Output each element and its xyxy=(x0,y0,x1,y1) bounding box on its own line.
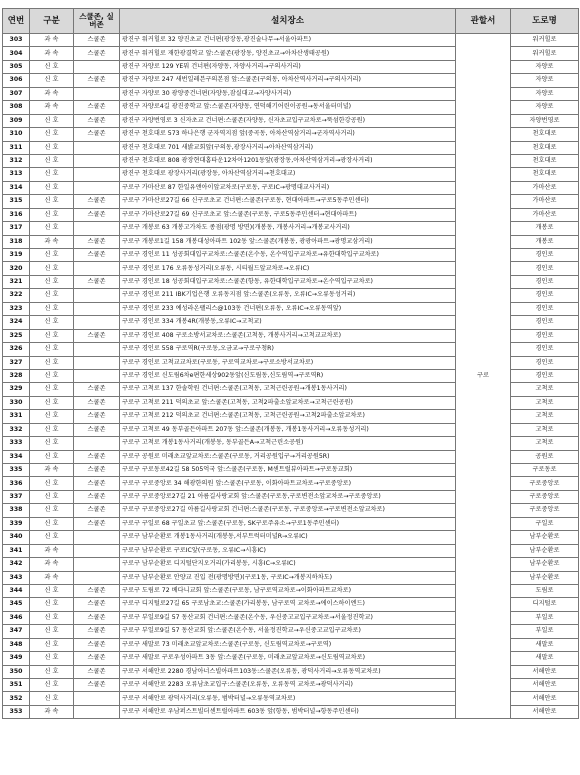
cell-type: 신 호 xyxy=(30,652,74,665)
cell-number: 341 xyxy=(3,544,30,557)
cell-type: 신 호 xyxy=(30,450,74,463)
cell-zone: 스쿨존 xyxy=(74,235,120,248)
cell-zone: 스쿨존 xyxy=(74,128,120,141)
cell-type: 과 속 xyxy=(30,47,74,60)
cell-number: 313 xyxy=(3,168,30,181)
cell-type: 신 호 xyxy=(30,638,74,651)
cell-number: 326 xyxy=(3,343,30,356)
cell-road-name: 워커힐로 xyxy=(511,47,579,60)
cell-zone: 스쿨존 xyxy=(74,517,120,530)
cell-number: 318 xyxy=(3,235,30,248)
cell-location: 광진구 천호대로 573 하나은행 군자역지점 앞(중곡동, 아차산역삼거리→군자역사거리) xyxy=(120,128,456,141)
cell-number: 312 xyxy=(3,154,30,167)
cell-zone xyxy=(74,262,120,275)
cell-zone xyxy=(74,544,120,557)
cell-zone: 스쿨존 xyxy=(74,584,120,597)
cell-type: 신 호 xyxy=(30,154,74,167)
cell-number: 330 xyxy=(3,396,30,409)
cell-road-name: 천호대로 xyxy=(511,128,579,141)
cell-location: 구로구 새말로 73 미래초교앞교차로:스쿨존(구로동, 신도림역교차로→구로역) xyxy=(120,638,456,651)
cell-location: 구로구 구로동로42길 58 505억국 앞:스쿨존(구로동, M센트럴뷰아파트→구로동교회) xyxy=(120,464,456,477)
header-type: 구분 xyxy=(30,9,74,34)
cell-location: 구로구 경인로 고척교교차로(구로동, 구로역교차로→구로소방서교차로) xyxy=(120,356,456,369)
cell-type: 신 호 xyxy=(30,531,74,544)
cell-type: 과 속 xyxy=(30,235,74,248)
cell-number: 347 xyxy=(3,625,30,638)
cell-number: 345 xyxy=(3,598,30,611)
cell-location: 광진구 자양로 247 새번일레븐구의본점 앞:스쿨존(구의동, 아차산역사거리→구의사거리) xyxy=(120,74,456,87)
cell-road-name: 남부순환로 xyxy=(511,558,579,571)
cell-location: 구로구 구로중앙로 34 해광한의원 앞:스쿨존(구로동, 이화아파트교차로→구로중앙로) xyxy=(120,477,456,490)
cell-road-name: 자양로 xyxy=(511,60,579,73)
cell-number: 325 xyxy=(3,329,30,342)
cell-type: 과 속 xyxy=(30,558,74,571)
cell-number: 316 xyxy=(3,208,30,221)
cell-road-name: 가마산로 xyxy=(511,195,579,208)
cell-number: 315 xyxy=(3,195,30,208)
cell-road-name: 경인로 xyxy=(511,249,579,262)
cell-location: 구로구 개봉로 63 개봉고가차도 종점(광명 방면)(개봉동, 개봉사거리→개봉교사거리) xyxy=(120,222,456,235)
cell-zone xyxy=(74,168,120,181)
cell-type: 신 호 xyxy=(30,60,74,73)
cell-location: 구로구 도림로 72 베다니교회 앞:스쿨존(구로동, 남구로역교차로→이화아파트교차로) xyxy=(120,584,456,597)
cell-number: 334 xyxy=(3,450,30,463)
cell-road-name: 경인로 xyxy=(511,316,579,329)
cell-number: 323 xyxy=(3,302,30,315)
cell-type: 과 속 xyxy=(30,101,74,114)
cell-road-name: 구로중앙로 xyxy=(511,477,579,490)
cell-road-name: 고척로 xyxy=(511,423,579,436)
table-row xyxy=(3,34,579,47)
cell-number: 349 xyxy=(3,652,30,665)
cell-number: 331 xyxy=(3,410,30,423)
cell-zone: 스쿨존 xyxy=(74,74,120,87)
cell-zone: 스쿨존 xyxy=(74,423,120,436)
cell-road-name: 자양로 xyxy=(511,74,579,87)
cell-road-name: 구로동로 xyxy=(511,464,579,477)
cell-number: 332 xyxy=(3,423,30,436)
cell-number: 328 xyxy=(3,369,30,382)
cell-zone: 스쿨존 xyxy=(74,208,120,221)
cell-type: 신 호 xyxy=(30,289,74,302)
cell-type: 신 호 xyxy=(30,692,74,705)
cell-road-name: 부일로 xyxy=(511,611,579,624)
cell-type: 신 호 xyxy=(30,598,74,611)
header-authority: 관할서 xyxy=(456,9,511,34)
cell-road-name: 개봉로 xyxy=(511,222,579,235)
cell-number: 348 xyxy=(3,638,30,651)
cell-location: 광진구 워커힐로 32 양진초교 건너편(광장동,광진술나무→서울아파트) xyxy=(120,34,456,47)
cell-location: 구로구 고척로 211 덕의초교 앞:스쿨존(고척동, 고척2파출소앞교차로→고척근린공원) xyxy=(120,396,456,409)
cell-type: 신 호 xyxy=(30,356,74,369)
cell-road-name: 공원로 xyxy=(511,450,579,463)
cell-type: 신 호 xyxy=(30,423,74,436)
header-location: 설치장소 xyxy=(120,9,456,34)
cell-zone: 스쿨존 xyxy=(74,383,120,396)
cell-number: 343 xyxy=(3,571,30,584)
cell-number: 339 xyxy=(3,517,30,530)
cell-type: 신 호 xyxy=(30,396,74,409)
cell-number: 322 xyxy=(3,289,30,302)
cell-type: 신 호 xyxy=(30,302,74,315)
cell-zone: 스쿨존 xyxy=(74,249,120,262)
cell-zone xyxy=(74,87,120,100)
cell-zone xyxy=(74,141,120,154)
cell-zone: 스쿨존 xyxy=(74,114,120,127)
cell-location: 구로구 구일로 68 구일초교 앞:스쿨존(구로동, SK구로주유소→구로1동주민센터) xyxy=(120,517,456,530)
cell-type: 과 속 xyxy=(30,34,74,47)
cell-type: 신 호 xyxy=(30,195,74,208)
cell-zone: 스쿨존 xyxy=(74,504,120,517)
cell-location: 구로구 경인로 233 예성라온팰리스@103동 건너편(오류동, 오류IC→오류동역앞) xyxy=(120,302,456,315)
cell-zone xyxy=(74,705,120,718)
cell-road-name: 개봉로 xyxy=(511,235,579,248)
cell-location: 구로구 고척로 개봉1동사거리(개봉동, 동부골든A→고척근린소공원) xyxy=(120,437,456,450)
cell-road-name: 경인로 xyxy=(511,275,579,288)
cell-number: 319 xyxy=(3,249,30,262)
cell-road-name: 자양로 xyxy=(511,101,579,114)
cell-type: 신 호 xyxy=(30,329,74,342)
cell-location: 구로구 고척로 49 동부골든아파트 207동 앞:스쿨존(개봉동, 개봉1동사거리→오류동성거리) xyxy=(120,423,456,436)
cell-location: 광진구 천호대로 808 광장현대홈타운12차아1201동앞(광장동,아차산역삼거리→광장사거리) xyxy=(120,154,456,167)
cell-number: 310 xyxy=(3,128,30,141)
cell-number: 346 xyxy=(3,611,30,624)
cell-type: 신 호 xyxy=(30,208,74,221)
cell-type: 신 호 xyxy=(30,410,74,423)
cell-location: 광진구 워커힐로 재한광결학교 앞:스쿨존(광장동, 양진초교→아차산생태공원) xyxy=(120,47,456,60)
header-zone: 스쿨존, 실버존 xyxy=(74,9,120,34)
cell-number: 306 xyxy=(3,74,30,87)
cell-number: 342 xyxy=(3,558,30,571)
cell-road-name: 서해안로 xyxy=(511,692,579,705)
cell-road-name: 경인로 xyxy=(511,343,579,356)
cell-location: 구로구 가마산로27길 66 신구로초교 건너편:스쿨존(구로동, 현대아파트→구로5동주민센터) xyxy=(120,195,456,208)
cell-location: 구로구 남부순환로 개봉1동사거리(개봉동,서부트럭터미널R→오류IC) xyxy=(120,531,456,544)
cell-location: 광진구 자양로 30 광양중건너편(자양동,잠실대교→자양사거리) xyxy=(120,87,456,100)
cell-number: 352 xyxy=(3,692,30,705)
cell-zone xyxy=(74,369,120,382)
cell-number: 336 xyxy=(3,477,30,490)
cell-zone xyxy=(74,437,120,450)
cell-location: 구로구 개봉로1길 158 개봉대성아파트 102동 앞:스쿨존(개봉동, 광광아파트→광명교삼거리) xyxy=(120,235,456,248)
cell-zone: 스쿨존 xyxy=(74,464,120,477)
cell-road-name: 경인로 xyxy=(511,329,579,342)
cell-road-name: 자양번영로 xyxy=(511,114,579,127)
cell-zone xyxy=(74,316,120,329)
header-number: 연번 xyxy=(3,9,30,34)
cell-type: 신 호 xyxy=(30,584,74,597)
cell-zone: 스쿨존 xyxy=(74,477,120,490)
cell-location: 구로구 남부순환로 안양교 진입 전(광명방면)(구로1동, 구로IC→개봉지하차도) xyxy=(120,571,456,584)
cell-location: 구로구 경인로 18 성공회대입구교차로:스쿨존(항동, 유한대학입구교차로→온수역입구교차로) xyxy=(120,275,456,288)
cell-road-name: 서해안로 xyxy=(511,665,579,678)
cell-zone: 스쿨존 xyxy=(74,47,120,60)
cell-zone: 스쿨존 xyxy=(74,195,120,208)
cell-type: 신 호 xyxy=(30,114,74,127)
cell-type: 신 호 xyxy=(30,437,74,450)
cell-type: 신 호 xyxy=(30,504,74,517)
cell-location: 구로구 구로중앙로27길 21 아름길사랑교회 앞:스쿨존(구로동,구로변전소앞교차로→구로중앙로) xyxy=(120,490,456,503)
cell-type: 신 호 xyxy=(30,181,74,194)
cell-type: 신 호 xyxy=(30,141,74,154)
cell-number: 321 xyxy=(3,275,30,288)
cell-road-name: 서해안로 xyxy=(511,705,579,718)
cell-road-name: 도림로 xyxy=(511,584,579,597)
cell-location: 구로구 새말로 구로우성아파트 3동 앞:스쿨존(구로동, 미래초교앞교차로→신도림역교차로) xyxy=(120,652,456,665)
cell-zone: 스쿨존 xyxy=(74,638,120,651)
cell-type: 신 호 xyxy=(30,249,74,262)
cell-road-name: 경인로 xyxy=(511,262,579,275)
cell-zone: 스쿨존 xyxy=(74,329,120,342)
cell-type: 신 호 xyxy=(30,625,74,638)
cell-number: 317 xyxy=(3,222,30,235)
cell-zone: 스쿨존 xyxy=(74,598,120,611)
cell-road-name: 새말로 xyxy=(511,638,579,651)
cell-road-name: 남부순환로 xyxy=(511,531,579,544)
cell-number: 314 xyxy=(3,181,30,194)
cell-location: 구로구 서해안로 우남퍼스트빌더센트럴아파트 603동 앞(항동, 범박터널→항동주민센터) xyxy=(120,705,456,718)
cell-location: 구로구 가마산로 87 한일유앤아이앞교차로(구로동, 구로IC→광명대교사거리) xyxy=(120,181,456,194)
cell-zone xyxy=(74,692,120,705)
cell-location: 구로구 경인로 558 구로역R(구로동,오금교→구로구청R) xyxy=(120,343,456,356)
cell-zone: 스쿨존 xyxy=(74,410,120,423)
cell-location: 구로구 경인로 176 오류동성거리(오류동, 시티월드앞교차로→오류IC) xyxy=(120,262,456,275)
cell-road-name: 경인로 xyxy=(511,289,579,302)
cell-number: 340 xyxy=(3,531,30,544)
cell-number: 338 xyxy=(3,504,30,517)
cell-road-name: 경인로 xyxy=(511,302,579,315)
cell-road-name: 천호대로 xyxy=(511,154,579,167)
cell-zone xyxy=(74,154,120,167)
cell-road-name: 남부순환로 xyxy=(511,544,579,557)
cell-zone xyxy=(74,343,120,356)
table-body xyxy=(3,34,579,719)
cell-number: 329 xyxy=(3,383,30,396)
cell-location: 구로구 경인로 408 구로소방서교차로:스쿨존(고척동, 개봉사거리→고척교교차로) xyxy=(120,329,456,342)
cell-type: 신 호 xyxy=(30,665,74,678)
cell-zone: 스쿨존 xyxy=(74,275,120,288)
header-road-name: 도로명 xyxy=(511,9,579,34)
cell-zone xyxy=(74,60,120,73)
cell-road-name: 고척로 xyxy=(511,396,579,409)
cell-road-name: 고척로 xyxy=(511,383,579,396)
cell-type: 신 호 xyxy=(30,369,74,382)
cell-number: 303 xyxy=(3,34,30,47)
cell-type: 신 호 xyxy=(30,343,74,356)
cell-location: 구로구 경인로 신도림6차e편한세상902동앞(신도림동,신도림역→구로역R) xyxy=(120,369,456,382)
cell-road-name: 고척로 xyxy=(511,437,579,450)
cell-number: 335 xyxy=(3,464,30,477)
cell-road-name: 가마산로 xyxy=(511,208,579,221)
cell-road-name: 구로중앙로 xyxy=(511,490,579,503)
cell-zone: 스쿨존 xyxy=(74,490,120,503)
cell-zone xyxy=(74,558,120,571)
cell-type: 과 속 xyxy=(30,87,74,100)
cell-zone: 스쿨존 xyxy=(74,679,120,692)
cell-type: 신 호 xyxy=(30,477,74,490)
cell-zone xyxy=(74,531,120,544)
cell-location: 구로구 남부순환로 구로IC앞(구로동, 오류IC→시흥IC) xyxy=(120,544,456,557)
cell-type: 과 속 xyxy=(30,705,74,718)
cell-location: 구로구 부일로9길 57 동산교회 앞:스쿨존(온수동, 서울정진학교→우신중고교입구교차로) xyxy=(120,625,456,638)
cell-number: 307 xyxy=(3,87,30,100)
cell-type: 신 호 xyxy=(30,490,74,503)
cell-location: 구로구 서해안로 2283 오류남초교입구:스쿨존(오류동, 오류동역 교차로→광덕사거리) xyxy=(120,679,456,692)
cell-location: 광진구 자양로 129 YE뭐 건너편(자양동, 자양사거리→구의사거리) xyxy=(120,60,456,73)
cell-zone: 스쿨존 xyxy=(74,101,120,114)
cell-zone xyxy=(74,289,120,302)
cell-road-name: 구로중앙로 xyxy=(511,504,579,517)
cell-type: 과 속 xyxy=(30,464,74,477)
cell-road-name: 워커힐로 xyxy=(511,34,579,47)
cell-number: 337 xyxy=(3,490,30,503)
camera-location-table xyxy=(2,8,579,719)
cell-location: 구로구 남부순환로 디지털단지오거리(가리봉동, 시흥IC→오류IC) xyxy=(120,558,456,571)
cell-zone xyxy=(74,302,120,315)
cell-location: 광진구 자양로4길 광진중학교 앞:스쿨존(자양동, 연덕해기어린이공원→동서울터미널) xyxy=(120,101,456,114)
cell-type: 과 속 xyxy=(30,571,74,584)
cell-location: 구로구 고척로 212 덕의초교 건너편:스쿨존(고척동, 고척근린공원→고척2파출소앞교차로) xyxy=(120,410,456,423)
cell-road-name: 고척로 xyxy=(511,410,579,423)
cell-location: 광진구 천호대로 701 새밝교회앞(구의동,광장사거리→아차산역삼거리) xyxy=(120,141,456,154)
cell-zone: 스쿨존 xyxy=(74,652,120,665)
cell-type: 신 호 xyxy=(30,275,74,288)
cell-authority: 구로 xyxy=(456,34,511,719)
cell-location: 구로구 디지털로27길 65 구로남초교:스쿨존(가리봉동, 남구로역 교차로→에이스하이엔드) xyxy=(120,598,456,611)
cell-road-name: 디지털로 xyxy=(511,598,579,611)
cell-number: 308 xyxy=(3,101,30,114)
cell-location: 구로구 서해안로 광덕사거리(오류동, 범박터널→오류동역교차로) xyxy=(120,692,456,705)
cell-zone: 스쿨존 xyxy=(74,611,120,624)
cell-road-name: 경인로 xyxy=(511,369,579,382)
table-header-row xyxy=(3,9,579,34)
cell-location: 구로구 경인로 334 개봉4R(개봉동,오류IC→고척교) xyxy=(120,316,456,329)
cell-number: 344 xyxy=(3,584,30,597)
cell-type: 신 호 xyxy=(30,262,74,275)
cell-location: 구로구 서해안로 2280 경남아너스빌아파트103동:스쿨존(오류동, 광덕사거리→오류동역교차로) xyxy=(120,665,456,678)
cell-zone: 스쿨존 xyxy=(74,396,120,409)
cell-zone: 스쿨존 xyxy=(74,34,120,47)
cell-number: 309 xyxy=(3,114,30,127)
cell-number: 350 xyxy=(3,665,30,678)
cell-zone: 스쿨존 xyxy=(74,665,120,678)
cell-number: 333 xyxy=(3,437,30,450)
cell-number: 304 xyxy=(3,47,30,60)
cell-road-name: 경인로 xyxy=(511,356,579,369)
cell-location: 구로구 공원로 미래초교앞교차로:스쿨존(구로동, 거리공원입구→거리공원5R) xyxy=(120,450,456,463)
cell-location: 구로구 구로중앙로27길 아름길사랑교회 건너편:스쿨존(구로동, 구로중앙로→구로변전소앞교차로) xyxy=(120,504,456,517)
cell-type: 신 호 xyxy=(30,611,74,624)
cell-road-name: 새말로 xyxy=(511,652,579,665)
cell-road-name: 남부순환로 xyxy=(511,571,579,584)
cell-road-name: 자양로 xyxy=(511,87,579,100)
cell-zone xyxy=(74,222,120,235)
cell-type: 과 속 xyxy=(30,544,74,557)
cell-road-name: 서해안로 xyxy=(511,679,579,692)
cell-type: 신 호 xyxy=(30,168,74,181)
cell-location: 광진구 자양번영로 3 신자초교 건너편:스쿨존(자양동, 신자초교입구교차로→뚝섬한강공원) xyxy=(120,114,456,127)
cell-location: 구로구 경인로 11 성공회대입구교차로:스쿨존(온수동, 온수역입구교차로→유한대학입구교차로) xyxy=(120,249,456,262)
cell-location: 광진구 천호대로 광장사거리(광장동, 아차산역삼거리→천호대교) xyxy=(120,168,456,181)
cell-number: 351 xyxy=(3,679,30,692)
cell-road-name: 천호대로 xyxy=(511,168,579,181)
cell-type: 신 호 xyxy=(30,222,74,235)
cell-location: 구로구 부일로9길 57 동산교회 건너편:스쿨존(온수동, 우신중고교입구교차로→서울정진학교) xyxy=(120,611,456,624)
cell-number: 320 xyxy=(3,262,30,275)
cell-number: 324 xyxy=(3,316,30,329)
cell-road-name: 부일로 xyxy=(511,625,579,638)
cell-type: 신 호 xyxy=(30,74,74,87)
cell-zone xyxy=(74,571,120,584)
cell-road-name: 구일로 xyxy=(511,517,579,530)
cell-type: 신 호 xyxy=(30,128,74,141)
cell-type: 신 호 xyxy=(30,679,74,692)
cell-zone xyxy=(74,181,120,194)
cell-location: 구로구 고척로 137 한솔학원 건너편:스쿨존(고척동, 고척근린공원→개봉1동사거리) xyxy=(120,383,456,396)
cell-road-name: 가마산로 xyxy=(511,181,579,194)
cell-type: 신 호 xyxy=(30,316,74,329)
cell-number: 327 xyxy=(3,356,30,369)
cell-number: 305 xyxy=(3,60,30,73)
cell-zone: 스쿨존 xyxy=(74,450,120,463)
cell-zone: 스쿨존 xyxy=(74,625,120,638)
cell-number: 311 xyxy=(3,141,30,154)
cell-type: 신 호 xyxy=(30,517,74,530)
cell-number: 353 xyxy=(3,705,30,718)
cell-location: 구로구 가마산로27길 69 신구로초교 앞:스쿨존(구로동, 구로5동주민센터→현대아파트) xyxy=(120,208,456,221)
cell-road-name: 천호대로 xyxy=(511,141,579,154)
cell-type: 신 호 xyxy=(30,383,74,396)
cell-zone xyxy=(74,356,120,369)
cell-location: 구로구 경인로 211 IBK기업은행 오류동지점 앞:스쿨존(오류동, 오류IC→오류동성거리) xyxy=(120,289,456,302)
